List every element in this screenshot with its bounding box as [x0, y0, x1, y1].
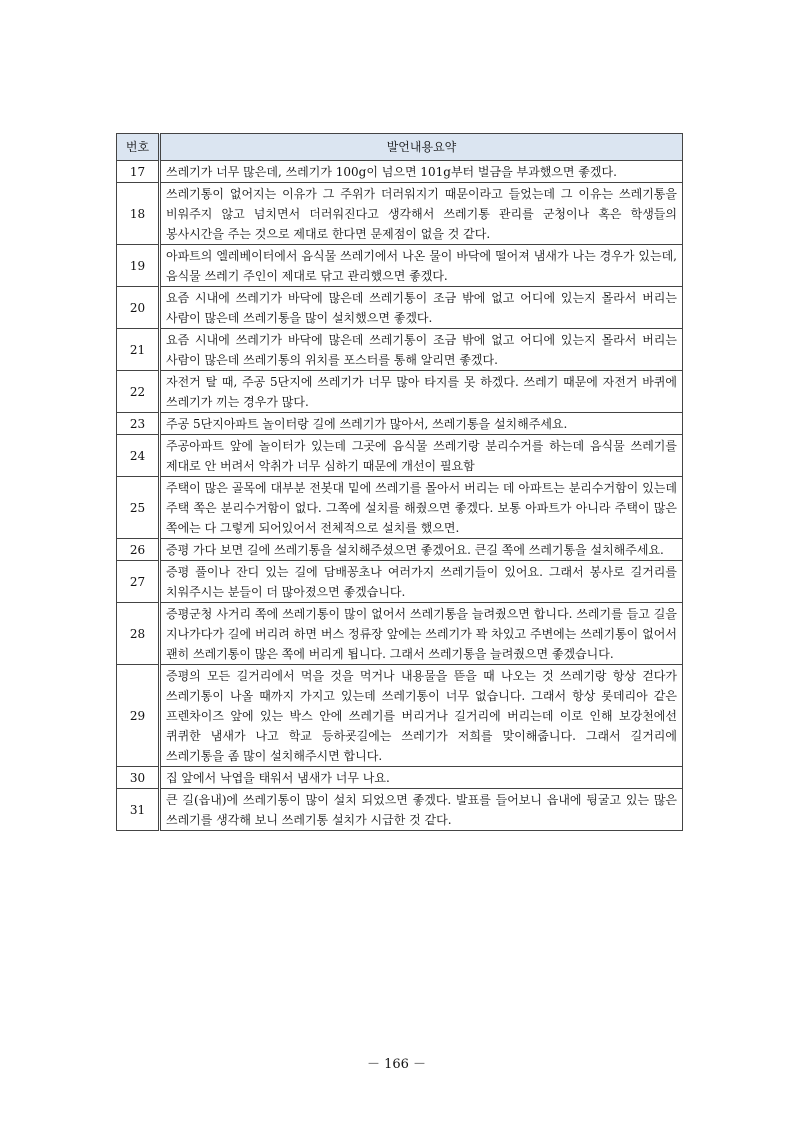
table-row: [117, 435, 683, 477]
table-row: [117, 539, 683, 561]
table-row: [117, 161, 683, 183]
header-summary: 발언내용요약: [160, 134, 683, 161]
row-summary-text: 아파트의 엘레베이터에서 음식물 쓰레기에서 나온 물이 바닥에 떨어져 냄새가 나는 경우가 있는데, 음식물 쓰레기 주인이 제대로 닦고 관리했으면 좋겠다.: [160, 245, 683, 287]
row-summary-text: 증평 풀이나 잔디 있는 길에 담배꽁초나 여러가지 쓰레기들이 있어요. 그래서 봉사로 길거리를 치워주시는 분들이 더 많아졌으면 좋겠습니다.: [160, 561, 683, 603]
row-number: 23: [117, 413, 160, 435]
row-summary-text: 주공아파트 앞에 놀이터가 있는데 그곳에 음식물 쓰레기랑 분리수거를 하는데 음식물 쓰레기를 제대로 안 버려서 악취가 너무 심하기 때문에 개선이 필요함: [160, 435, 683, 477]
row-summary-text: 증평 가다 보면 길에 쓰레기통을 설치해주셨으면 좋겠어요. 큰길 쪽에 쓰레기통을 설치해주세요.: [160, 539, 683, 561]
header-number: 번호: [117, 134, 160, 161]
row-number: 19: [117, 245, 160, 287]
row-number: 24: [117, 435, 160, 477]
table-row: [117, 789, 683, 831]
row-number: 30: [117, 767, 160, 789]
table-row: [117, 603, 683, 665]
row-number: 28: [117, 603, 160, 665]
row-number: 17: [117, 161, 160, 183]
table-row: [117, 183, 683, 245]
row-summary-text: 쓰레기가 너무 많은데, 쓰레기가 100g이 넘으면 101g부터 벌금을 부과했으면 좋겠다.: [160, 161, 683, 183]
table-row: [117, 245, 683, 287]
table-row: [117, 371, 683, 413]
table-row: [117, 287, 683, 329]
table-row: [117, 767, 683, 789]
row-number: 27: [117, 561, 160, 603]
row-summary-text: 주공 5단지아파트 놀이터랑 길에 쓰레기가 많아서, 쓰레기통을 설치해주세요.: [160, 413, 683, 435]
row-number: 25: [117, 477, 160, 539]
row-number: 18: [117, 183, 160, 245]
table-header-row: [117, 134, 683, 161]
row-summary-text: 집 앞에서 낙엽을 태워서 냄새가 너무 나요.: [160, 767, 683, 789]
row-number: 29: [117, 665, 160, 767]
row-number: 31: [117, 789, 160, 831]
row-number: 26: [117, 539, 160, 561]
row-summary-text: 증평의 모든 길거리에서 먹을 것을 먹거나 내용물을 뜯을 때 나오는 것 쓰레기랑 항상 걷다가 쓰레기통이 나올 때까지 가지고 있는데 쓰레기통이 너무 없습니다. 그래서 항상 롯데리아 같은 프렌차이즈 앞에 있는 박스 안에 쓰레기를 버리거나 길거리에 버리는데 이로 인해 보강천에선 퀴퀴한 냄새가 나고 학교 등하굣길에는 쓰레기가 저희를 맞이해줍니다. 그래서 길거리에 쓰레기통을 좀 많이 설치해주시면 합니다.: [160, 665, 683, 767]
row-summary-text: 주택이 많은 골목에 대부분 전봇대 밑에 쓰레기를 몰아서 버리는 데 아파트는 분리수거함이 있는데 주택 쪽은 분리수거함이 없다. 그쪽에 설치를 해줬으면 좋겠다. 보통 아파트가 아니라 주택이 많은 쪽에는 다 그렇게 되어있어서 전체적으로 설치를 했으면.: [160, 477, 683, 539]
table-row: [117, 329, 683, 371]
table-row: [117, 477, 683, 539]
row-summary-text: 요즘 시내에 쓰레기가 바닥에 많은데 쓰레기통이 조금 밖에 없고 어디에 있는지 몰라서 버리는 사람이 많은데 쓰레기통의 위치를 포스터를 통해 알리면 좋겠다.: [160, 329, 683, 371]
page-number: － 166 －: [366, 1057, 427, 1072]
row-summary-text: 자전거 탈 때, 주공 5단지에 쓰레기가 너무 많아 타지를 못 하겠다. 쓰레기 때문에 자전거 바퀴에 쓰레기가 끼는 경우가 많다.: [160, 371, 683, 413]
row-number: 20: [117, 287, 160, 329]
row-number: 22: [117, 371, 160, 413]
table-row: [117, 561, 683, 603]
row-number: 21: [117, 329, 160, 371]
row-summary-text: 쓰레기통이 없어지는 이유가 그 주위가 더러워지기 때문이라고 들었는데 그 이유는 쓰레기통을 비워주지 않고 넘치면서 더러워진다고 생각해서 쓰레기통 관리를 군청이나 혹은 학생들의 봉사시간을 주는 것으로 제대로 한다면 문제점이 없을 것 같다.: [160, 183, 683, 245]
row-summary-text: 증평군청 사거리 쪽에 쓰레기통이 많이 없어서 쓰레기통을 늘려줬으면 합니다. 쓰레기를 들고 길을 지나가다가 길에 버리려 하면 버스 정류장 앞에는 쓰레기가 꽉 차있고 주변에는 쓰레기통이 없어서 괜히 쓰레기통이 많은 쪽에 버리게 됩니다. 그래서 쓰레기통을 늘려줬으면 좋겠습니다.: [160, 603, 683, 665]
opinion-summary-table: [116, 133, 683, 831]
table-row: [117, 665, 683, 767]
table-row: [117, 413, 683, 435]
row-summary-text: 큰 길(읍내)에 쓰레기통이 많이 설치 되었으면 좋겠다. 발표를 들어보니 읍내에 뒹굴고 있는 많은 쓰레기를 생각해 보니 쓰레기통 설치가 시급한 것 같다.: [160, 789, 683, 831]
table-body: [117, 161, 683, 831]
row-summary-text: 요즘 시내에 쓰레기가 바닥에 많은데 쓰레기통이 조금 밖에 없고 어디에 있는지 몰라서 버리는 사람이 많은데 쓰레기통을 많이 설치했으면 좋겠다.: [160, 287, 683, 329]
